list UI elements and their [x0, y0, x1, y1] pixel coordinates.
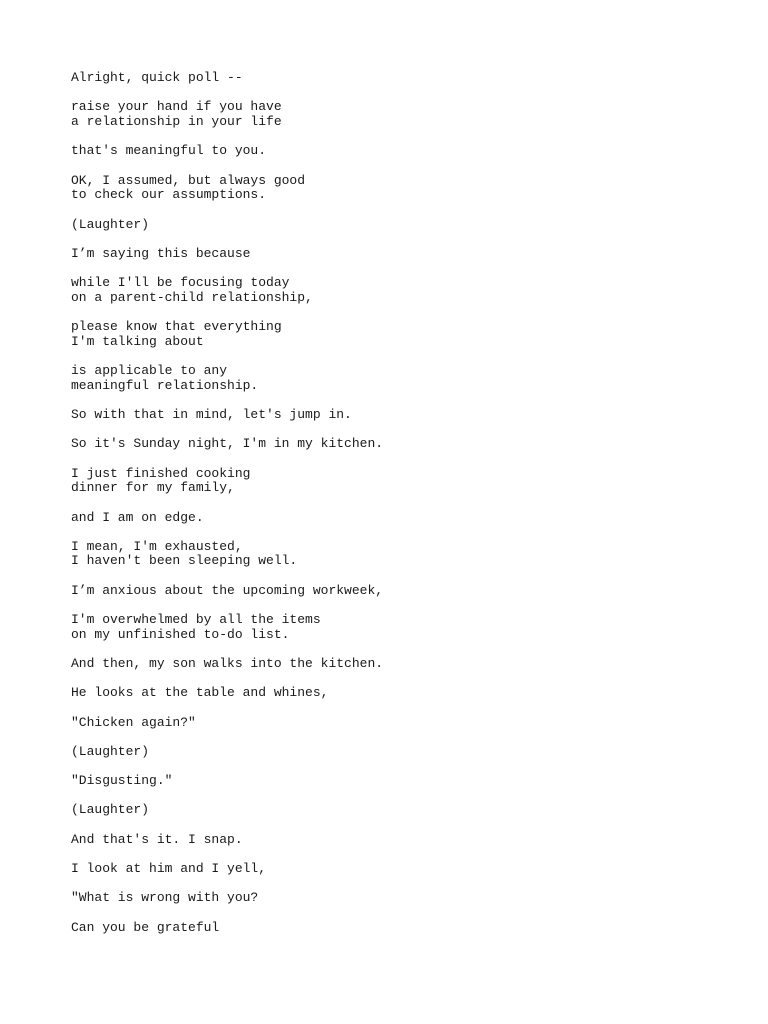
text-line: I look at him and I yell,: [71, 860, 267, 876]
text-line: I'm talking about: [71, 333, 204, 349]
text-line: on a parent-child relationship,: [71, 289, 313, 305]
text-line: Alright, quick poll --: [71, 70, 243, 85]
text-line: meaningful relationship.: [71, 377, 259, 393]
text-line: "Chicken again?": [71, 714, 196, 730]
text-line: on my unfinished to-do list.: [71, 626, 290, 642]
transcript-page: [71, 71, 731, 950]
paragraph: [71, 320, 731, 349]
paragraph: [71, 276, 731, 305]
text-line: while I'll be focusing today: [71, 275, 290, 291]
text-line: that's meaningful to you.: [71, 143, 267, 159]
text-line: a relationship in your life: [71, 113, 282, 129]
paragraph: [71, 657, 731, 672]
paragraph: [71, 891, 731, 906]
paragraph: [71, 408, 731, 423]
paragraph: [71, 174, 731, 203]
paragraph: [71, 921, 731, 936]
text-line: "Disgusting.": [71, 773, 173, 789]
text-line: I’m anxious about the upcoming workweek,: [71, 582, 384, 598]
text-line: and I am on edge.: [71, 509, 204, 525]
paragraph: [71, 686, 731, 701]
text-line: I mean, I'm exhausted,: [71, 538, 243, 554]
paragraph: [71, 833, 731, 848]
paragraph: [71, 437, 731, 452]
paragraph: [71, 862, 731, 877]
text-line: I just finished cooking: [71, 465, 251, 481]
text-line: "What is wrong with you?: [71, 890, 259, 906]
text-line: please know that everything: [71, 319, 282, 335]
text-line: And that's it. I snap.: [71, 831, 243, 847]
text-line: And then, my son walks into the kitchen.: [71, 656, 384, 671]
text-line: to check our assumptions.: [71, 187, 267, 203]
text-line: OK, I assumed, but always good: [71, 172, 306, 188]
paragraph: [71, 540, 731, 569]
text-line: dinner for my family,: [71, 480, 235, 496]
paragraph: [71, 803, 731, 818]
text-line: Can you be grateful: [71, 919, 220, 935]
paragraph: [71, 716, 731, 731]
paragraph: [71, 511, 731, 526]
paragraph: [71, 774, 731, 789]
paragraph: [71, 71, 731, 86]
text-line: is applicable to any: [71, 363, 228, 378]
paragraph: [71, 613, 731, 642]
paragraph: [71, 247, 731, 262]
text-line: (Laughter): [71, 216, 150, 232]
paragraph: [71, 745, 731, 760]
text-line: I haven't been sleeping well.: [71, 553, 298, 569]
text-line: (Laughter): [71, 802, 150, 818]
paragraph: [71, 144, 731, 159]
paragraph: [71, 364, 731, 393]
text-line: raise your hand if you have: [71, 99, 282, 115]
text-line: I’m saying this because: [71, 245, 251, 261]
text-line: (Laughter): [71, 743, 150, 759]
text-line: He looks at the table and whines,: [71, 685, 329, 701]
text-line: I'm overwhelmed by all the items: [71, 612, 321, 628]
paragraph: [71, 218, 731, 233]
text-line: So with that in mind, let's jump in.: [71, 406, 352, 422]
paragraph: [71, 467, 731, 496]
paragraph: [71, 584, 731, 599]
text-line: So it's Sunday night, I'm in my kitchen.: [71, 436, 384, 452]
paragraph: [71, 100, 731, 129]
